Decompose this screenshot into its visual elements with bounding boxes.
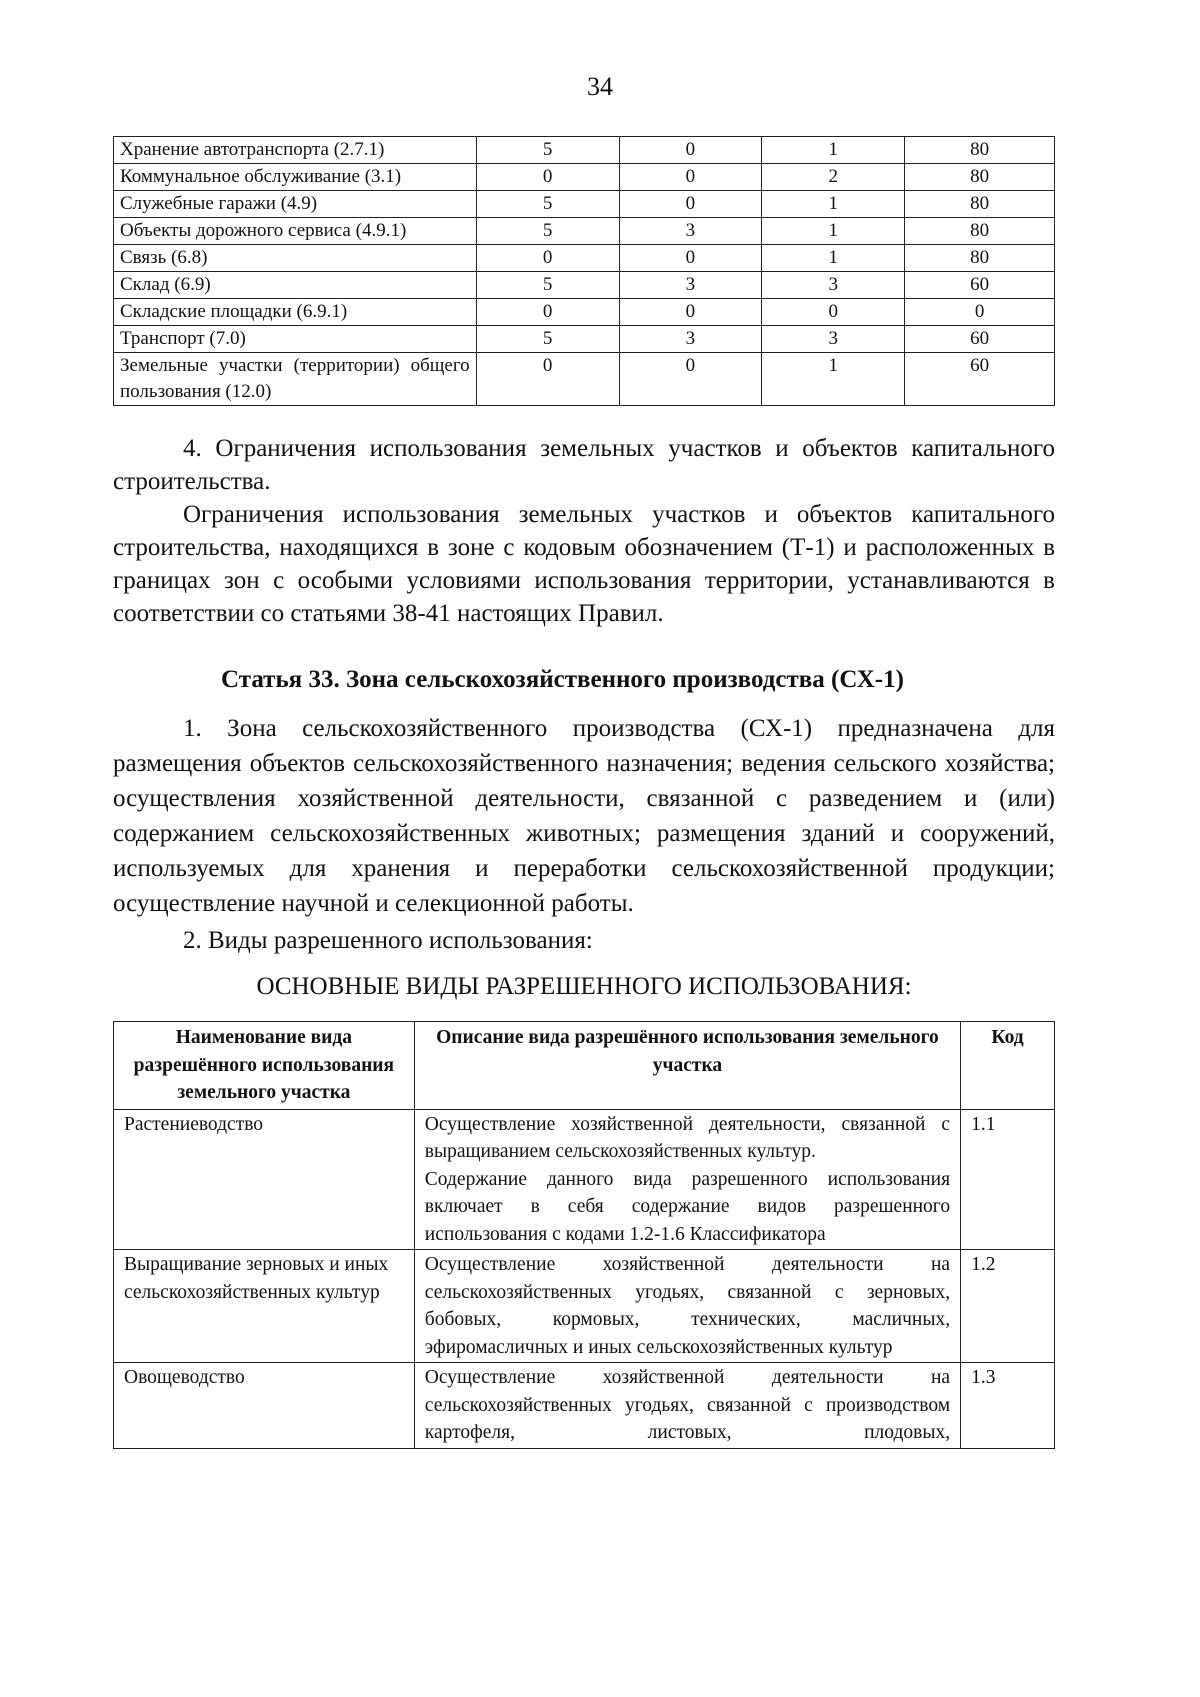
cell-value: 5 — [476, 191, 619, 218]
cell-value: 80 — [905, 191, 1055, 218]
cell-value: 0 — [619, 245, 762, 272]
cell-value: 3 — [619, 326, 762, 353]
cell-value: 0 — [619, 299, 762, 326]
cell-value: 1 — [762, 218, 905, 245]
use-name: Овощеводство — [114, 1363, 415, 1449]
cell-value: 0 — [619, 164, 762, 191]
cell-value: 80 — [905, 164, 1055, 191]
row-name: Транспорт (7.0) — [114, 326, 477, 353]
section-4-title: 4. Ограничения использования земельных участков и объектов капитального строительства. — [113, 435, 1055, 495]
table-row — [114, 137, 1055, 164]
use-code: 1.1 — [961, 1109, 1055, 1250]
cell-value: 2 — [762, 164, 905, 191]
cell-value: 5 — [476, 272, 619, 299]
table-row — [114, 1250, 1055, 1363]
table-header-row — [114, 1022, 1055, 1110]
description-paragraph: Осуществление хозяйственной деятельности, связанной с выращиванием сельскохозяйственных культур. — [424, 1113, 951, 1162]
row-name: Объекты дорожного сервиса (4.9.1) — [114, 218, 477, 245]
article-heading: Статья 33. Зона сельскохозяйственного производства (СХ-1) — [221, 666, 904, 693]
use-description — [414, 1109, 960, 1250]
cell-value: 60 — [905, 272, 1055, 299]
row-name: Складские площадки (6.9.1) — [114, 299, 477, 326]
use-description — [414, 1250, 960, 1363]
article-paragraph-1: 1. Зона сельскохозяйственного производства (СХ-1) предназначена для размещения объектов сельскохозяйственного назначения; ведения сельского хозяйства; осуществления хозяйственной деятельности, связанной с разведением и (или) содержанием сельскохозяйственных животных; размещения зданий и сооружений, используемых для хранения и переработки сельскохозяйственной продукции; осуществление научной и селекционной работы. — [113, 715, 1055, 917]
column-header-name: Наименование вида разрешённого использования земельного участка — [114, 1022, 415, 1110]
use-code: 1.3 — [961, 1363, 1055, 1449]
use-name: Растениеводство — [114, 1109, 415, 1250]
cell-value: 80 — [905, 245, 1055, 272]
page-number: 34 — [587, 72, 613, 101]
cell-value: 0 — [619, 137, 762, 164]
cell-value: 3 — [619, 218, 762, 245]
cell-value: 60 — [905, 326, 1055, 353]
cell-value: 1 — [762, 191, 905, 218]
cell-value: 3 — [762, 272, 905, 299]
row-name: Хранение автотранспорта (2.7.1) — [114, 137, 477, 164]
article-paragraph-2: 2. Виды разрешенного использования: — [183, 927, 593, 954]
table-row — [114, 299, 1055, 326]
section-caps-title: ОСНОВНЫЕ ВИДЫ РАЗРЕШЕННОГО ИСПОЛЬЗОВАНИЯ: — [256, 973, 912, 1000]
table-row — [114, 164, 1055, 191]
column-header-description: Описание вида разрешённого использования земельного участка — [414, 1022, 960, 1110]
permitted-uses-table — [113, 1021, 1055, 1449]
description-paragraph: Осуществление хозяйственной деятельности на сельскохозяйственных угодьях, связанной с зерновых, бобовых, кормовых, технических, масличных, эфиромасличных и иных сельскохозяйственных культур — [424, 1254, 951, 1358]
cell-value: 0 — [905, 299, 1055, 326]
cell-value: 5 — [476, 326, 619, 353]
cell-value: 1 — [762, 245, 905, 272]
table-row — [114, 272, 1055, 299]
description-paragraph: Содержание данного вида разрешенного использования включает в себя содержание видов разрешенного использования с кодами 1.2-1.6 Классификатора — [424, 1168, 951, 1245]
cell-value: 0 — [476, 245, 619, 272]
row-name: Коммунальное обслуживание (3.1) — [114, 164, 477, 191]
cell-value: 80 — [905, 137, 1055, 164]
cell-value: 1 — [762, 137, 905, 164]
cell-value: 1 — [762, 353, 905, 406]
table-row — [114, 353, 1055, 406]
column-header-code: Код — [961, 1022, 1055, 1110]
cell-value: 80 — [905, 218, 1055, 245]
description-paragraph: Осуществление хозяйственной деятельности на сельскохозяйственных угодьях, связанной с производством картофеля, листовых, плодовых, — [424, 1367, 951, 1443]
row-name: Земельные участки (территории) общего пользования (12.0) — [114, 353, 477, 406]
cell-value: 0 — [476, 353, 619, 406]
use-name: Выращивание зерновых и иных сельскохозяйственных культур — [114, 1250, 415, 1363]
cell-value: 0 — [476, 164, 619, 191]
cell-value: 5 — [476, 218, 619, 245]
cell-value: 5 — [476, 137, 619, 164]
use-description — [414, 1363, 960, 1449]
table-row — [114, 326, 1055, 353]
table-row — [114, 1109, 1055, 1250]
cell-value: 3 — [619, 272, 762, 299]
cell-value: 0 — [762, 299, 905, 326]
use-code: 1.2 — [961, 1250, 1055, 1363]
cell-value: 0 — [476, 299, 619, 326]
table-row — [114, 1363, 1055, 1449]
row-name: Склад (6.9) — [114, 272, 477, 299]
row-name: Служебные гаражи (4.9) — [114, 191, 477, 218]
table-row — [114, 245, 1055, 272]
cell-value: 60 — [905, 353, 1055, 406]
cell-value: 0 — [619, 191, 762, 218]
table-row — [114, 191, 1055, 218]
row-name: Связь (6.8) — [114, 245, 477, 272]
table-row — [114, 218, 1055, 245]
cell-value: 3 — [762, 326, 905, 353]
section-4-body: Ограничения использования земельных участков и объектов капитального строительства, находящихся в зоне с кодовым обозначением (Т-1) и расположенных в границах зон с особыми условиями использования территории, устанавливаются в соответствии со статьями 38-41 настоящих Правил. — [113, 501, 1055, 627]
cell-value: 0 — [619, 353, 762, 406]
restrictions-table — [113, 136, 1055, 406]
